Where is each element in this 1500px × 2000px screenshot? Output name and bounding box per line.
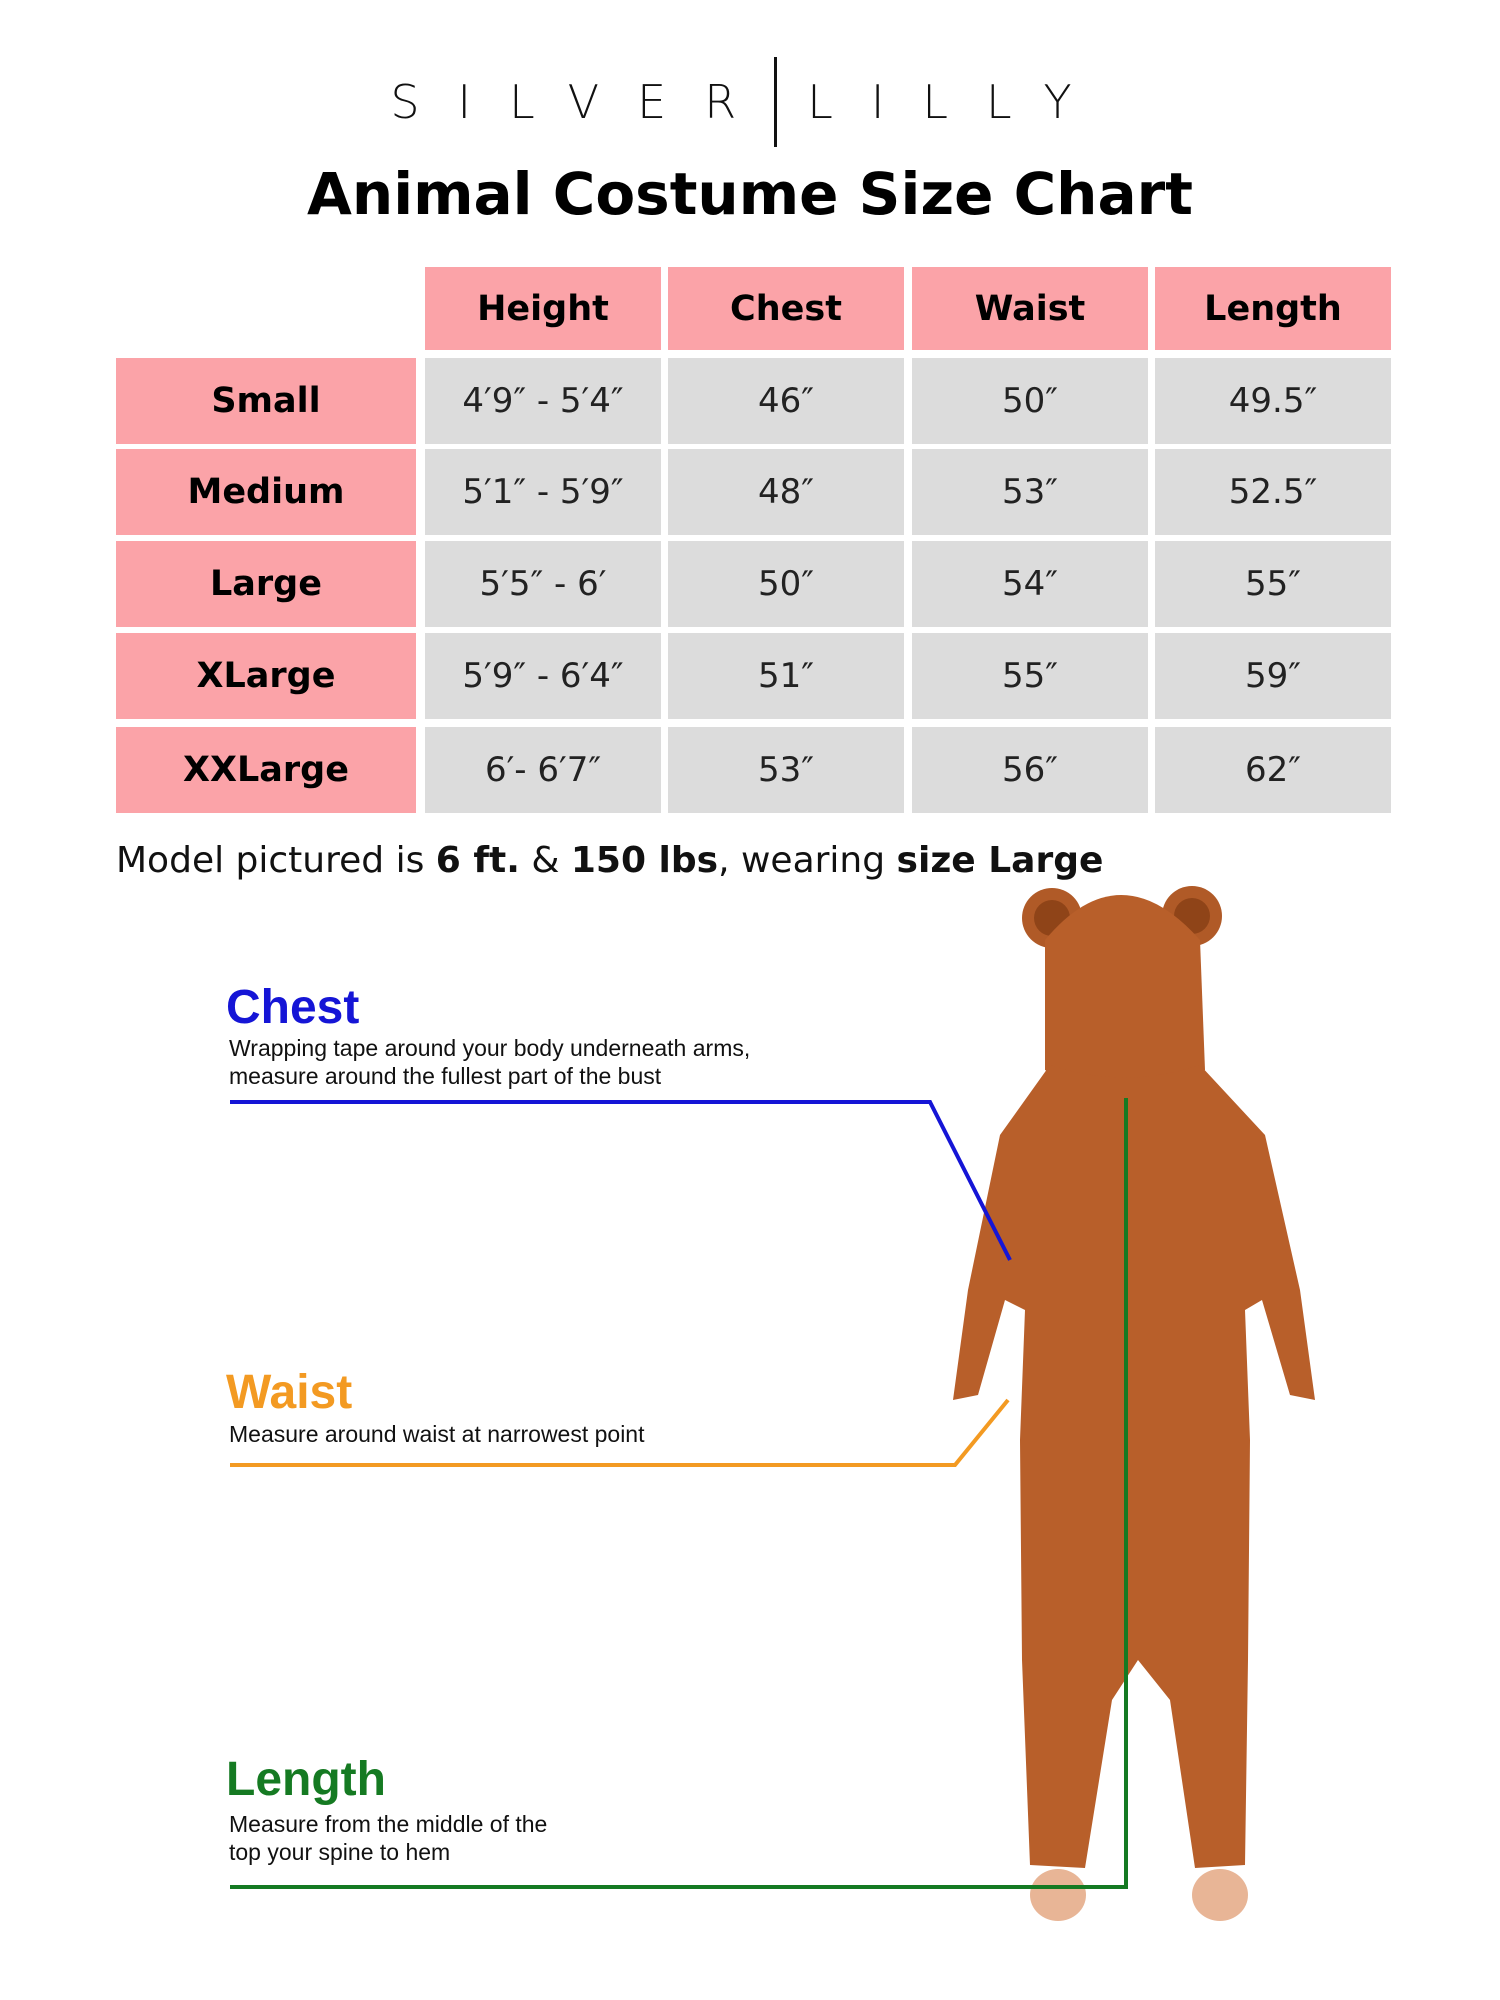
brand-left: SILVER — [390, 75, 775, 129]
size-label: Large — [116, 541, 416, 627]
table-cell: 46″ — [668, 358, 904, 444]
table-cell: 53″ — [912, 449, 1148, 535]
brand-right: LILLY — [807, 75, 1110, 129]
table-cell: 4′9″ - 5′4″ — [425, 358, 661, 444]
table-cell: 56″ — [912, 727, 1148, 813]
table-cell: 55″ — [912, 633, 1148, 719]
table-cell: 49.5″ — [1155, 358, 1391, 444]
table-cell: 5′1″ - 5′9″ — [425, 449, 661, 535]
chest-title: Chest — [226, 981, 360, 1034]
page-title: Animal Costume Size Chart — [307, 160, 1193, 228]
note-text-1: Model pictured is — [116, 840, 436, 881]
chest-description: Wrapping tape around your body underneath arms, measure around the fullest part of the bust — [229, 1035, 751, 1089]
length-description: Measure from the middle of the top your spine to hem — [229, 1811, 548, 1865]
table-cell: 50″ — [912, 358, 1148, 444]
column-header: Waist — [912, 267, 1148, 350]
note-height: 6 ft. — [435, 840, 520, 881]
table-cell: 54″ — [912, 541, 1148, 627]
table-cell: 6′- 6′7″ — [425, 727, 661, 813]
table-cell: 5′9″ - 6′4″ — [425, 633, 661, 719]
note-weight: 150 lbs — [570, 840, 719, 881]
note-text-3: , wearing — [718, 840, 897, 881]
table-cell: 59″ — [1155, 633, 1391, 719]
chest-indicator-line — [230, 1102, 1010, 1260]
table-cell: 50″ — [668, 541, 904, 627]
waist-title: Waist — [226, 1366, 353, 1419]
size-label: XLarge — [116, 633, 416, 719]
waist-description: Measure around waist at narrowest point — [229, 1421, 645, 1447]
note-size: size Large — [896, 840, 1104, 881]
note-text-2: & — [519, 840, 571, 881]
size-label: XXLarge — [116, 727, 416, 813]
table-cell: 51″ — [668, 633, 904, 719]
column-header: Length — [1155, 267, 1391, 350]
table-cell: 48″ — [668, 449, 904, 535]
table-cell: 5′5″ - 6′ — [425, 541, 661, 627]
size-label: Small — [116, 358, 416, 444]
length-title: Length — [226, 1753, 386, 1806]
table-cell: 55″ — [1155, 541, 1391, 627]
column-header: Height — [425, 267, 661, 350]
table-cell: 52.5″ — [1155, 449, 1391, 535]
table-cell: 53″ — [668, 727, 904, 813]
size-label: Medium — [116, 449, 416, 535]
column-header: Chest — [668, 267, 904, 350]
table-cell: 62″ — [1155, 727, 1391, 813]
